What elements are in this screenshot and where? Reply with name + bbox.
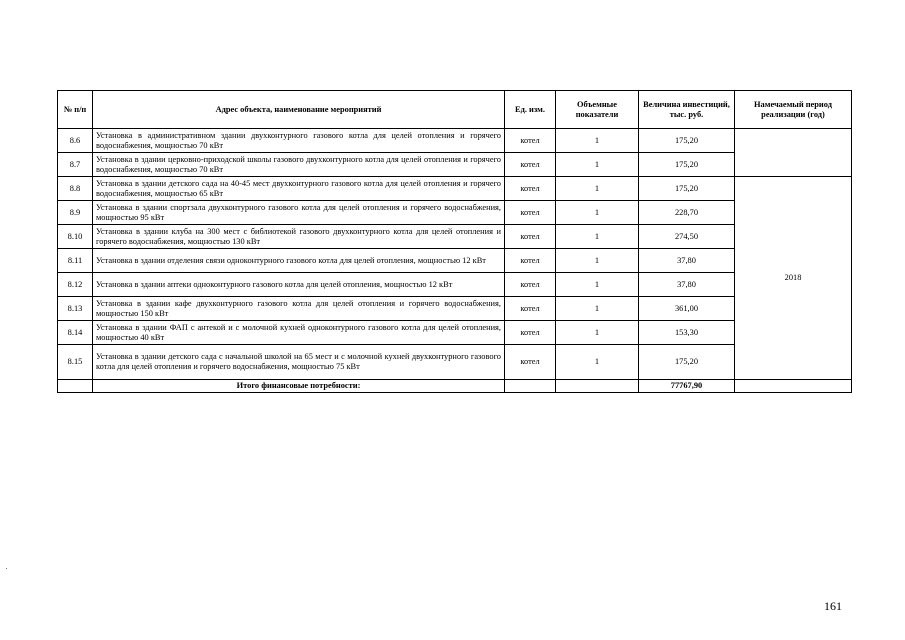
row-volume: 1	[556, 177, 639, 201]
table-row	[58, 321, 852, 345]
row-volume: 1	[556, 249, 639, 273]
row-name: Установка в здании клуба на 300 мест с библиотекой газового двухконтурного котла для целей отопления и горячего водоснабжения, мощностью 130 кВт	[93, 225, 505, 249]
row-num: 8.9	[58, 201, 93, 225]
row-num: 8.14	[58, 321, 93, 345]
table-row	[58, 177, 852, 201]
row-num: 8.12	[58, 273, 93, 297]
row-num: 8.7	[58, 153, 93, 177]
header-unit: Ед. изм.	[505, 91, 556, 129]
row-investment: 37,80	[639, 273, 735, 297]
header-num: № п/п	[58, 91, 93, 129]
row-volume: 1	[556, 273, 639, 297]
total-value: 77767,90	[639, 380, 735, 393]
row-unit: котел	[505, 273, 556, 297]
row-investment: 175,20	[639, 345, 735, 380]
row-num: 8.6	[58, 129, 93, 153]
row-investment: 274,50	[639, 225, 735, 249]
row-name: Установка в здании детского сада на 40-45 мест двухконтурного газового котла для целей отопления и горячего водоснабжения, мощностью 65 кВт	[93, 177, 505, 201]
header-volume: Объемные показатели	[556, 91, 639, 129]
table-row	[58, 249, 852, 273]
total-label: Итого финансовые потребности:	[93, 380, 505, 393]
row-volume: 1	[556, 297, 639, 321]
row-investment: 175,20	[639, 129, 735, 153]
row-name: Установка в здании кафе двухконтурного газового котла для целей отопления и горячего водоснабжения, мощностью 150 кВт	[93, 297, 505, 321]
row-unit: котел	[505, 129, 556, 153]
row-unit: котел	[505, 153, 556, 177]
row-unit: котел	[505, 177, 556, 201]
row-unit: котел	[505, 321, 556, 345]
row-num: 8.11	[58, 249, 93, 273]
row-num: 8.10	[58, 225, 93, 249]
row-unit: котел	[505, 201, 556, 225]
table-row	[58, 273, 852, 297]
row-volume: 1	[556, 201, 639, 225]
table-row	[58, 297, 852, 321]
row-investment: 228,70	[639, 201, 735, 225]
row-num: 8.8	[58, 177, 93, 201]
row-name: Установка в здании ФАП с антекой и с молочной кухней одноконтурного газового котла для целей отопления, мощностью 40 кВт	[93, 321, 505, 345]
row-name: Установка в здании аптеки одноконтурного газового котла для целей отопления, мощностью 12 кВт	[93, 273, 505, 297]
table-row	[58, 201, 852, 225]
total-empty-volume	[556, 380, 639, 393]
period-cell-empty	[735, 129, 852, 177]
row-num: 8.15	[58, 345, 93, 380]
total-row	[58, 380, 852, 393]
row-investment: 175,20	[639, 153, 735, 177]
row-investment: 37,80	[639, 249, 735, 273]
row-investment: 361,00	[639, 297, 735, 321]
investment-table	[57, 90, 852, 393]
row-volume: 1	[556, 129, 639, 153]
total-empty-period	[735, 380, 852, 393]
row-investment: 175,20	[639, 177, 735, 201]
row-name: Установка в здании детского сада с начальной школой на 65 мест и с молочной кухней двухконтурного газового котла для целей отопления и горячего водоснабжения, мощностью 75 кВт	[93, 345, 505, 380]
total-empty-unit	[505, 380, 556, 393]
total-empty-num	[58, 380, 93, 393]
header-name: Адрес объекта, наименование мероприятий	[93, 91, 505, 129]
row-unit: котел	[505, 249, 556, 273]
row-unit: котел	[505, 297, 556, 321]
row-num: 8.13	[58, 297, 93, 321]
row-volume: 1	[556, 153, 639, 177]
row-volume: 1	[556, 321, 639, 345]
table-header-row	[58, 91, 852, 129]
header-period: Намечаемый период реализации (год)	[735, 91, 852, 129]
table-row	[58, 129, 852, 153]
table-row	[58, 345, 852, 380]
table-row	[58, 225, 852, 249]
row-investment: 153,30	[639, 321, 735, 345]
row-volume: 1	[556, 345, 639, 380]
row-name: Установка в здании церковно-приходской школы газового двухконтурного котла для целей отопления и горячего водоснабжения, мощностью 70 кВт	[93, 153, 505, 177]
row-unit: котел	[505, 225, 556, 249]
row-volume: 1	[556, 225, 639, 249]
header-investment: Величина инвестиций, тыс. руб.	[639, 91, 735, 129]
table-row	[58, 153, 852, 177]
row-unit: котел	[505, 345, 556, 380]
period-cell: 2018	[735, 177, 852, 380]
margin-mark	[6, 568, 7, 569]
row-name: Установка в здании спортзала двухконтурного газового котла для целей отопления и горячего водоснабжения, мощностью 95 кВт	[93, 201, 505, 225]
page-number: 161	[824, 599, 842, 613]
row-name: Установка в здании отделения связи одноконтурного газового котла для целей отопления, мощностью 12 кВт	[93, 249, 505, 273]
row-name: Установка в административном здании двухконтурного газового котла для целей отопления и горячего водоснабжения, мощностью 70 кВт	[93, 129, 505, 153]
